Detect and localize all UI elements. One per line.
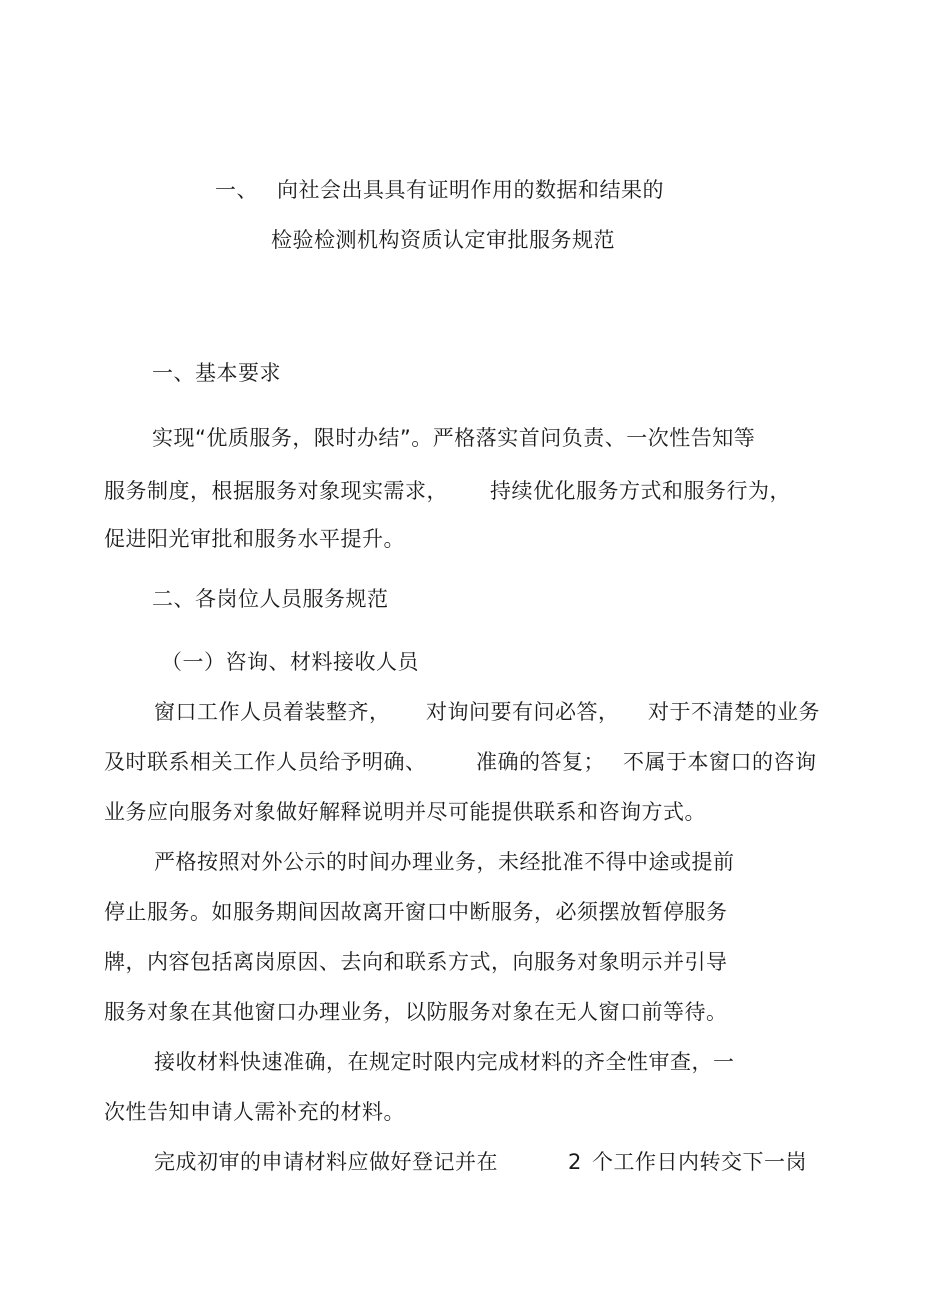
sub1-p4-number: 2 (568, 1150, 582, 1174)
sub1-p2-line: 停止服务。如服务期间因故离开窗口中断服务，必须摆放暂停服务 (104, 900, 728, 924)
sub1-p3-line: 接收材料快速准确，在规定时限内完成材料的齐全性审查，一 (154, 1050, 735, 1074)
title-number: 一、 (215, 178, 258, 202)
sub1-p4-line: 个工作日内转交下一岗 (592, 1150, 807, 1174)
sub1-p1-line: 及时联系相关工作人员给予明确、 (104, 750, 427, 774)
sub1-p1-line: 对询问要有问必答， (426, 700, 620, 724)
sub1-p1-line: 业务应向服务对象做好解释说明并尽可能提供联系和咨询方式。 (104, 800, 706, 824)
section1-para-line: 促进阳光审批和服务水平提升。 (104, 527, 405, 551)
sub1-p4-line: 完成初审的申请材料应做好登记并在 (154, 1150, 498, 1174)
sub1-p2-line: 服务对象在其他窗口办理业务，以防服务对象在无人窗口前等待。 (104, 1000, 728, 1024)
subsection1-heading: （一）咨询、材料接收人员 (161, 650, 419, 674)
section1-heading: 一、基本要求 (152, 361, 281, 385)
sub1-p1-line: 不属于本窗口的咨询 (623, 750, 817, 774)
sub1-p1-line: 窗口工作人员着装整齐， (154, 700, 391, 724)
sub1-p3-line: 次性告知申请人需补充的材料。 (104, 1100, 405, 1124)
section1-para-line: 实现“优质服务，限时办结”。严格落实首问负责、一次性告知等 (152, 426, 756, 450)
sub1-p2-line: 严格按照对外公示的时间办理业务，未经批准不得中途或提前 (154, 850, 735, 874)
sub1-p1-line: 对于不清楚的业务 (648, 700, 820, 724)
section2-heading: 二、各岗位人员服务规范 (152, 587, 389, 611)
sub1-p2-line: 牌，内容包括离岗原因、去向和联系方式，向服务对象明示并引导 (104, 950, 728, 974)
section1-para-line: 服务制度，根据服务对象现实需求， (104, 479, 448, 503)
sub1-p1-line: 准确的答复； (476, 750, 605, 774)
title-line-1: 向社会出具具有证明作用的数据和结果的 (277, 178, 664, 202)
title-line-2: 检验检测机构资质认定审批服务规范 (271, 228, 615, 252)
section1-para-line: 持续优化服务方式和服务行为， (490, 479, 791, 503)
